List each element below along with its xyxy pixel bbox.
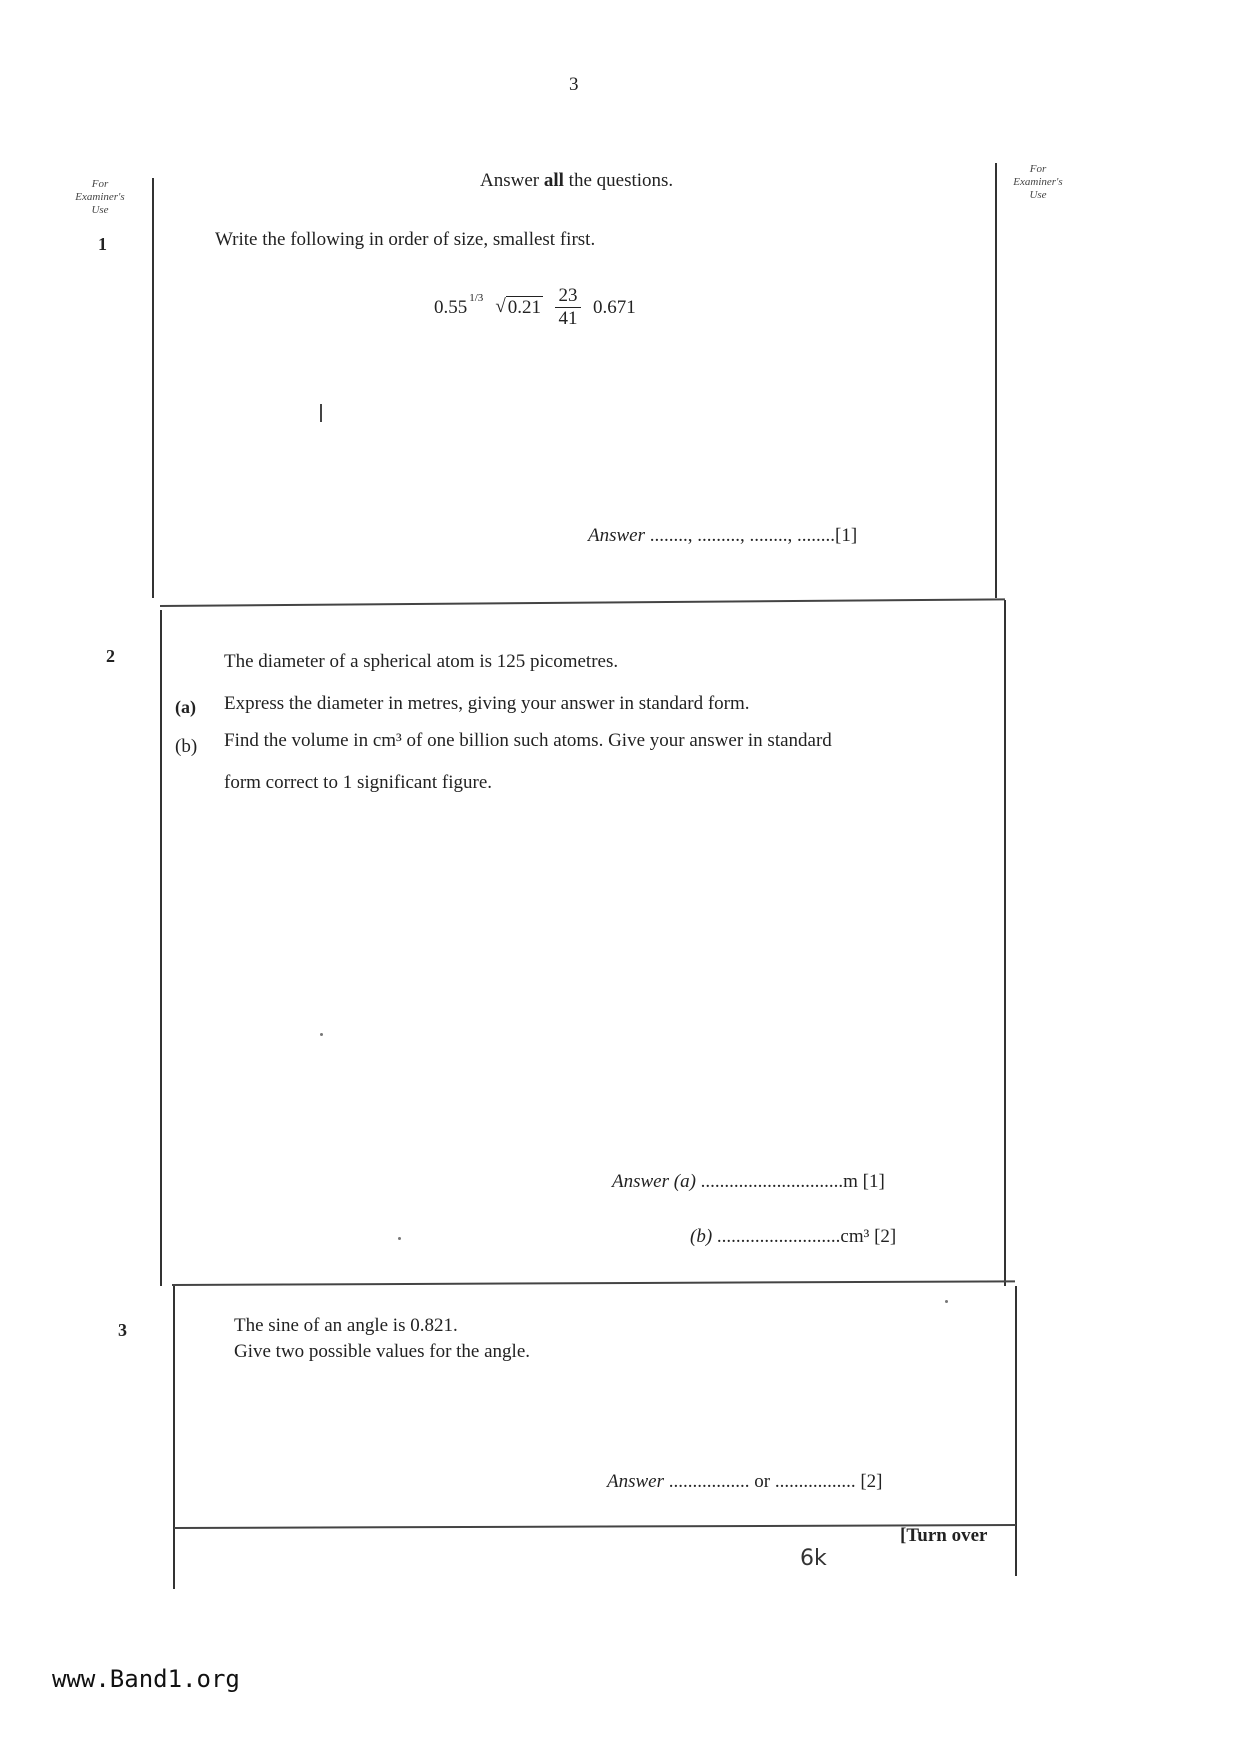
left-margin-line <box>173 1286 175 1589</box>
examiner-use-label-right: For Examiner's Use <box>1013 163 1063 201</box>
question-3-line-2: Give two possible values for the angle. <box>234 1341 531 1362</box>
right-margin-line <box>1015 1286 1017 1576</box>
question-3-number: 3 <box>118 1320 127 1340</box>
right-margin-line <box>995 163 997 598</box>
pen-mark <box>320 404 322 422</box>
question-2-answer-b-line: (b) ..........................cm³ [2] <box>690 1226 897 1247</box>
value-fraction: $\frac{23}{41}$ <box>555 285 581 330</box>
left-margin-line <box>152 178 154 598</box>
value-decimal: 0.671 <box>593 296 636 318</box>
question-2-intro: The diameter of a spherical atom is 125 picometres. <box>224 651 619 672</box>
part-a-text: Express the diameter in metres, giving your answer in standard form. <box>224 693 750 714</box>
part-b-text: Find the volume in cm³ of one billion such atoms. Give your answer in standard <box>224 730 832 751</box>
part-b-label: (b) <box>175 736 198 757</box>
part-a-label: (a) <box>175 697 196 717</box>
question-2-number: 2 <box>106 646 115 666</box>
question-divider <box>174 1524 1016 1529</box>
value-square-root: √ 0.21 <box>495 296 541 318</box>
speck <box>398 1237 401 1240</box>
question-1-values <box>434 285 636 330</box>
question-1-text: Write the following in order of size, smallest first. <box>215 229 596 250</box>
handwritten-mark: 6k <box>800 1546 827 1571</box>
question-divider <box>160 598 1005 607</box>
left-margin-line <box>160 610 162 1286</box>
question-2-answer-a-line: Answer (a) ..............................m [1] <box>612 1171 885 1192</box>
speck <box>945 1300 948 1303</box>
question-1-number: 1 <box>98 234 107 254</box>
value-power: 0.55 $^{1/3}$ <box>434 291 484 318</box>
question-divider <box>172 1280 1015 1286</box>
instructions-heading: Answer all the questions. <box>480 170 674 191</box>
question-1-answer-line: Answer ........, ........., ........, ........[1] <box>588 525 858 546</box>
page-number: 3 <box>569 74 579 95</box>
part-b-text-continued: form correct to 1 significant figure. <box>224 772 493 793</box>
turn-over-note: [Turn over <box>900 1525 988 1546</box>
right-margin-line <box>1004 600 1006 1286</box>
question-3-answer-line: Answer ................. or ................. [2] <box>607 1471 883 1492</box>
speck <box>320 1033 323 1036</box>
footer-website: www.Band1.org <box>52 1665 240 1693</box>
question-3-line-1: The sine of an angle is 0.821. <box>234 1315 458 1336</box>
examiner-use-label-left: For Examiner's Use <box>75 178 125 216</box>
